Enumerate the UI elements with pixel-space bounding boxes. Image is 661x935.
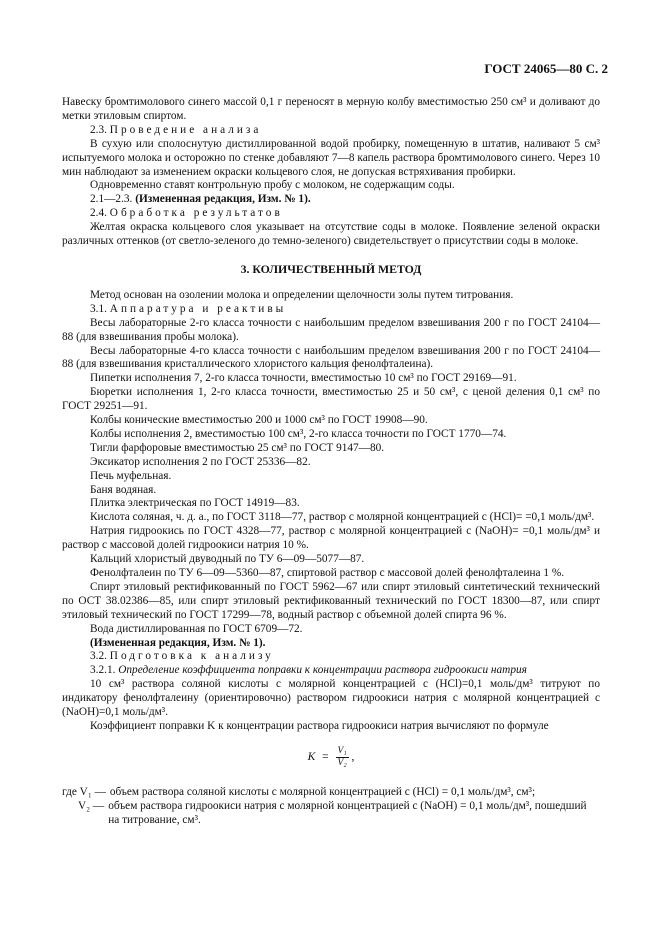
formula-eq: = (322, 751, 329, 764)
list-item: Кальций хлористый двуводный по ТУ 6—09—5077—87. (90, 553, 365, 566)
list-item: Фенолфталеин по ТУ 6—09—5360—87, спиртовой раствор с массовой долей фенолфталеина 1 %. (90, 567, 565, 579)
list-item: Спирт этиловый ректификованный по ГОСТ 5962—67 или спирт этиловый синтетический технический по ОСТ 38.02386—85, или спирт этиловый ректификованный технический по ГОСТ 18300—87, или спирт этиловый технический по ГОСТ 17299—78, водный раствор с объемной долей спирта 96 %. (62, 580, 600, 621)
paragraph: Метод основан на озолении молока и определении щелочности золы путем титрования. (90, 288, 514, 301)
list-item: Пипетки исполнения 7, 2-го класса точности, вместимостью 10 см³ по ГОСТ 29169—91. (90, 372, 517, 385)
formula-tail: , (351, 751, 355, 764)
subsection-heading: 3.1. Аппаратура и реактивы (90, 302, 287, 315)
list-item: Весы лабораторные 2-го класса точности с наибольшим пределом взвешивания 200 г по ГОСТ 24104—88 (для взвешивания пробы молока). (62, 316, 600, 343)
paragraph: Коэффициент поправки K к концентрации раствора гидроокиси натрия вычисляют по формуле (90, 719, 549, 732)
formula-fraction (336, 746, 349, 769)
list-item: Натрия гидроокись по ГОСТ 4328—77, раствор с молярной концентрацией с (NaOH)= =0,1 моль/дм³ и раствор с массовой долей гидроокиси натрия 10 %. (62, 525, 600, 552)
legend-label: где V₁ — (62, 785, 106, 798)
list-item: Вода дистиллированная по ГОСТ 6709—72. (90, 622, 303, 635)
list-item: Эксикатор исполнения 2 по ГОСТ 25336—82. (90, 455, 311, 468)
revision-note: 2.1—2.3. (Измененная редакция, Изм. № 1). (90, 193, 311, 206)
page-header: ГОСТ 24065—80 С. 2 (484, 61, 608, 76)
paragraph: Желтая окраска кольцевого слоя указывает на отсутствие соды в молоке. Появление зеленой окраски различных оттенков (от светло-зеленого до темно-зеленого) свидетельствует о присутствии соды в молоке. (62, 221, 600, 248)
paragraph: В сухую или сполоснутую дистиллированной водой пробирку, помещенную в штатив, наливают 5 см³ испытуемого молока и осторожно по стенке добавляют 7—8 капель раствора бромтимолового синего. Через 10 мин наблюдают за изменением окраски кольцевого слоя, не допуская встряхивания пробирки. (62, 137, 600, 178)
legend-text: объем раствора соляной кислоты с молярной концентрацией с (HCl) = 0,1 моль/дм³, см³; (109, 785, 536, 798)
formula (62, 746, 600, 774)
subsection-heading: 3.2. Подготовка к анализу (90, 650, 274, 663)
paragraph: Навеску бромтимолового синего массой 0,1 г переносят в мерную колбу вместимостью 250 см³ и доливают до метки этиловым спиртом. (62, 96, 600, 122)
revision-note: (Измененная редакция, Изм. № 1). (90, 636, 266, 649)
list-item: Плитка электрическая по ГОСТ 14919—83. (90, 497, 300, 510)
list-item: Печь муфельная. (90, 469, 172, 482)
formula-denominator: V₂ (337, 757, 347, 768)
subsection-heading: 2.4. Обработка результатов (90, 207, 283, 220)
subsection-heading: 2.3. Проведение анализа (90, 123, 262, 136)
document-body (62, 96, 600, 828)
list-item: Колбы конические вместимостью 200 и 1000 см³ по ГОСТ 19908—90. (90, 414, 428, 427)
paragraph: Одновременно ставят контрольную пробу с молоком, не содержащим соды. (90, 179, 455, 192)
legend-text: объем раствора гидроокиси натрия с молярной концентрацией с (NaOH) = 0,1 моль/дм³, пошедший на титрование, см³. (108, 799, 587, 826)
formula-lhs: K (307, 751, 316, 764)
list-item: Бюретки исполнения 1, 2-го класса точности, вместимостью 25 и 50 см³, с ценой деления 0,1 см³ по ГОСТ 29251—91. (62, 386, 600, 413)
formula-numerator: V₁ (337, 745, 347, 756)
formula-legend-row (62, 786, 600, 800)
subsection-heading: 3.2.1. Определение коэффициента поправки к концентрации раствора гидроокиси натрия (90, 664, 527, 677)
list-item: Тигли фарфоровые вместимостью 25 см³ по ГОСТ 9147—80. (90, 441, 385, 454)
formula-legend-row (62, 800, 600, 828)
paragraph: 10 см³ раствора соляной кислоты с молярной концентрацией с (HCl)=0,1 моль/дм³ титруют по индикатору фенолфталеину (ориентировочно) раствором гидроокиси натрия с молярной концентрацией с (NaOH)=0,1 моль/дм³. (62, 678, 600, 719)
list-item: Кислота соляная, ч. д. а., по ГОСТ 3118—77, раствор с молярной концентрацией с (HCl)= =0,1 моль/дм³. (90, 511, 595, 524)
legend-label: V₂ — (78, 799, 105, 812)
list-item: Весы лабораторные 4-го класса точности с наибольшим пределом взвешивания 200 г по ГОСТ 24104—88 (для взвешивания кристаллического хлористого кальция фенолфталеина). (62, 344, 600, 371)
section-title: 3. КОЛИЧЕСТВЕННЫЙ МЕТОД (240, 261, 422, 276)
list-item: Колбы исполнения 2, вместимостью 100 см³, 2-го класса точности по ГОСТ 1770—74. (90, 427, 507, 440)
list-item: Баня водяная. (90, 483, 157, 496)
